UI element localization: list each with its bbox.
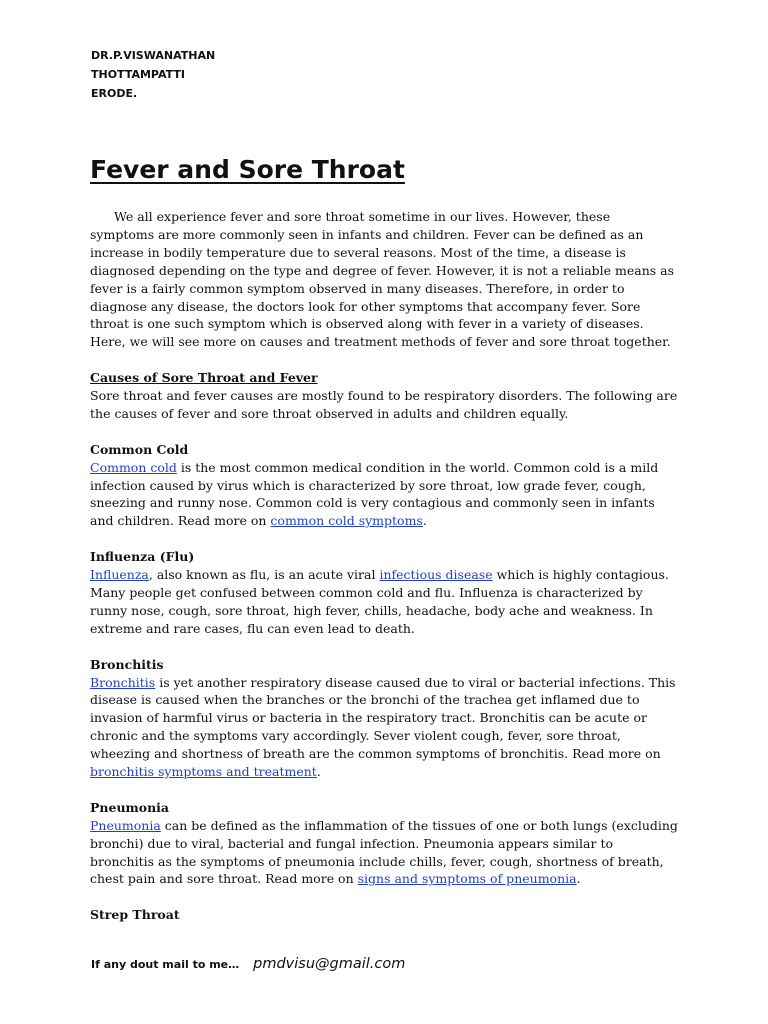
section-strep-throat [90, 906, 678, 924]
bronchitis-heading: Bronchitis [90, 656, 164, 672]
pneumonia-paragraph [90, 817, 678, 889]
common-cold-heading: Common Cold [90, 441, 189, 457]
footer [91, 955, 405, 973]
footer-email[interactable]: pmdvisu@gmail.com [253, 956, 406, 972]
infectious-disease-link[interactable]: infectious disease [379, 567, 493, 583]
author-name: DR.P.VISWANATHAN [91, 49, 216, 62]
common-cold-link[interactable]: Common cold [90, 459, 177, 475]
common-cold-text-end: . [422, 513, 427, 529]
influenza-heading: Influenza (Flu) [90, 549, 195, 565]
footer-label: If any dout mail to me… [91, 958, 240, 971]
strep-throat-heading: Strep Throat [90, 907, 180, 923]
influenza-link[interactable]: Influenza [90, 567, 149, 583]
bronchitis-symptoms-link[interactable]: bronchitis symptoms and treatment [90, 764, 317, 780]
causes-text: Sore throat and fever causes are mostly found to be respiratory disorders. The following are the causes of fever and sore throat observed in adults and children equally. [90, 388, 678, 421]
causes-heading: Causes of Sore Throat and Fever [90, 370, 318, 386]
section-bronchitis [90, 656, 678, 781]
pneumonia-text: can be defined as the inflammation of the tissues of one or both lungs (excluding bronchi) due to viral, bacterial and fungal infection. Pneumonia appears similar to bronchitis as the symptoms of pneumonia include chills, fever, cough, shortness of breath, chest pain and sore throat. Read more on [90, 817, 678, 887]
pneumonia-link[interactable]: Pneumonia [90, 817, 161, 833]
section-influenza [90, 548, 678, 638]
section-common-cold [90, 441, 678, 531]
bronchitis-text-end: . [316, 764, 321, 780]
pneumonia-heading: Pneumonia [90, 799, 170, 815]
bronchitis-link[interactable]: Bronchitis [90, 674, 156, 690]
author-block [91, 46, 215, 103]
article-body [90, 208, 678, 924]
common-cold-symptoms-link[interactable]: common cold symptoms [270, 513, 423, 529]
author-city: ERODE. [91, 87, 138, 100]
influenza-text: , also known as flu, is an acute viral [148, 567, 380, 583]
intro-paragraph: We all experience fever and sore throat sometime in our lives. However, these symptoms are more commonly seen in infants and children. Fever can be defined as an increase in bodily temperature due to several reasons. Most of the time, a disease is diagnosed depending on the type and degree of fever. However, it is not a reliable means as fever is a fairly common symptom observed in many diseases. Therefore, in order to diagnose any disease, the doctors look for other symptoms that accompany fever. Sore throat is one such symptom which is observed along with fever in a variety of diseases. Here, we will see more on causes and treatment methods of fever and sore throat together. [90, 209, 675, 350]
page-title: Fever and Sore Throat [90, 155, 405, 184]
influenza-text-end: which is highly contagious. Many people get confused between common cold and flu. Influenza is characterized by runny nose, cough, sore throat, high fever, chills, headache, body ache and weakness. In extreme and rare cases, flu can even lead to death. [90, 567, 669, 636]
pneumonia-text-end: . [576, 871, 581, 887]
influenza-paragraph [90, 566, 678, 638]
bronchitis-text: is yet another respiratory disease caused due to viral or bacterial infections. This disease is caused when the branches or the bronchi of the trachea get inflamed due to invasion of harmful virus or bacteria in the respiratory tract. Bronchitis can be acute or chronic and the symptoms vary accordingly. Sever violent cough, fever, sore throat, wheezing and shortness of breath are the common symptoms of bronchitis. Read more on [90, 674, 676, 762]
bronchitis-paragraph [90, 674, 678, 781]
pneumonia-symptoms-link[interactable]: signs and symptoms of pneumonia [357, 871, 577, 887]
author-place: THOTTAMPATTI [91, 68, 185, 81]
section-pneumonia [90, 799, 678, 889]
section-causes [90, 369, 678, 423]
common-cold-text: is the most common medical condition in the world. Common cold is a mild infection caused by virus which is characterized by sore throat, low grade fever, cough, sneezing and runny nose. Common cold is very contagious and commonly seen in infants and children. Read more on [90, 459, 659, 529]
common-cold-paragraph [90, 459, 678, 531]
